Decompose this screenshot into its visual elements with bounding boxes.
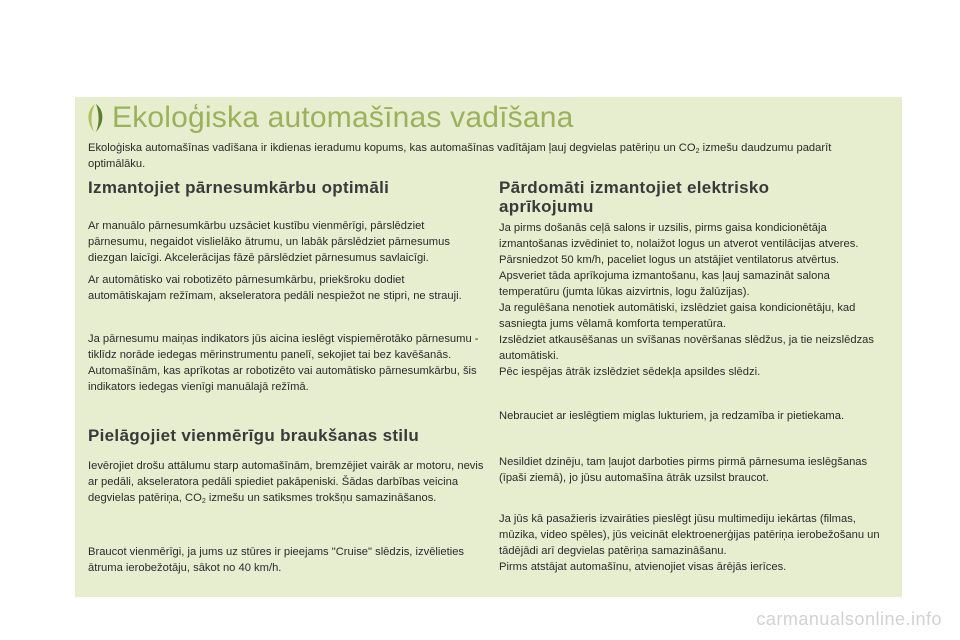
paragraph-fog-lights: Nebrauciet ar ieslēgtiem miglas lukturiem, ja redzamība ir pietiekama.: [499, 410, 845, 422]
intro-text: Ekoloģiska automašīnas vadīšana ir ikdienas ieradumu kopums, kas automašīnas vadītājam ļauj degvielas patēriņu un $CO_2$ izmešu daudzumu padarīt optimālāku.: [88, 142, 832, 170]
multimedia-note: Pirms atstājat automašīnu, atvienojiet visas ārējās ierīces.: [499, 561, 787, 573]
paragraph-ventilation: [499, 220, 893, 380]
ventilation-text: Ja pirms došanās ceļā salons ir uzsilis, pirms gaisa kondicionētāja izmantošanas izvēdiniet to, nolaižot logus un atverot ventilācijas atveres.: [499, 222, 859, 250]
multimedia-text: Ja jūs kā pasažieris izvairāties pieslēgt jūsu multimediju iekārtas (filmas, mūzika, video spēles), jūs veicināt elektroenerģijas patēriņa ierobežošanu un tādējādi arī degvielas patēriņa samazināšanu.: [499, 513, 880, 557]
leaf-icon: [84, 102, 106, 134]
paragraph-automatic-gearbox: Ar automātisko vai robotizēto pārnesumkārbu, priekšroku dodiet automātiskajam režīmam, akseleratora pedāli nespiežot ne stipri, ne strauji.: [88, 274, 462, 302]
heading-gearbox: Izmantojiet pārnesumkārbu optimāli: [88, 178, 390, 197]
heading-driving-style: Pielāgojiet vienmērīgu braukšanas stilu: [88, 426, 420, 445]
defrost-text: Izslēdziet atkausēšanas un svīšanas novēršanas slēdžus, ja tie neizslēdzas automātiski.: [499, 334, 874, 362]
paragraph-multimedia: [499, 511, 893, 575]
paragraph-safe-distance: Ievērojiet drošu attālumu starp automašīnām, bremzējiet vairāk ar motoru, nevis ar pedāli, akseleratora pedāli spiediet pakāpeniski. Šādas darbības veicina degvielas patēriņa, $CO_2$ izmešu un satiksmes trokšņu samazināšanos.: [88, 460, 484, 505]
paragraph-manual-gearbox: Ar manuālo pārnesumkārbu uzsāciet kustību vienmērīgi, pārslēdziet pārnesumu, negaidot vislielāko ātrumu, un labāk pārslēdziet pārnesumus diezgan laicīgi. Akcelerācijas fāzē pārslēdziet pārnesumus savlaicīgi.: [88, 220, 450, 264]
page-title: Ekoloģiska automašīnas vadīšana: [112, 101, 574, 134]
gear-indicator-text: Ja pārnesumu maiņas indikators jūs aicina ieslēgt vispiemērotāko pārnesumu - tiklīdz norāde iedegas mērinstrumentu panelī, sekojiet tai bez kavēšanās.: [88, 333, 479, 361]
equipment-text: Apsveriet tāda aprīkojuma izmantošanu, kas ļauj samazināt salona temperatūru (jumta lūkas aizvirtnis, logu žalūzijas).: [499, 270, 830, 298]
watermark: carmanualsonline.info: [756, 609, 942, 629]
gear-indicator-note: Automašīnām, kas aprīkotas ar robotizēto vai automātisko pārnesumkārbu, šis indikators iedegas vienīgi manuālajā režīmā.: [88, 365, 477, 393]
windows-text: Pārsniedzot 50 km/h, paceliet logus un atstājiet ventilatorus atvērtus.: [499, 254, 840, 266]
seat-heating-text: Pēc iespējas ātrāk izslēdziet sēdekļa apsildes slēdzi.: [499, 366, 761, 378]
paragraph-cruise: Braucot vienmērīgi, ja jums uz stūres ir pieejams "Cruise" slēdzis, izvēlieties ātruma ierobežotāju, sākot no 40 km/h.: [88, 546, 465, 574]
paragraph-gear-indicator: [88, 331, 484, 395]
paragraph-engine-warmup: Nesildiet dzinēju, tam ļaujot darboties pirms pirmā pārnesuma ieslēgšanas (īpaši ziemā), jo jūsu automašīna ātrāk uzsilst braucot.: [499, 456, 868, 484]
title-row: [84, 101, 573, 135]
air-conditioning-text: Ja regulēšana nenotiek automātiski, izslēdziet gaisa kondicionētāju, kad sasniegta jums vēlamā komforta temperatūra.: [499, 302, 856, 330]
heading-electrical: Pārdomāti izmantojiet elektrisko aprīkojumu: [499, 178, 770, 216]
